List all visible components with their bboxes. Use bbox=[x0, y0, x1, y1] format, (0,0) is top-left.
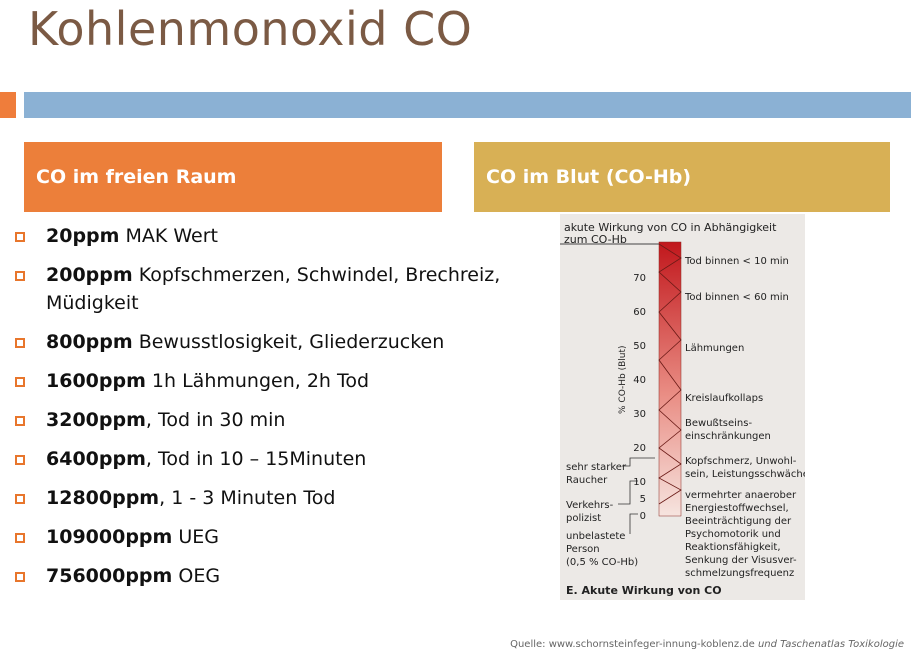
header-co-blood bbox=[474, 142, 890, 212]
header-co-free-space-label: CO im freien Raum bbox=[36, 166, 237, 188]
effect-label: Energiestoffwechsel, bbox=[685, 503, 789, 514]
ppm-value: 12800ppm bbox=[46, 487, 160, 509]
source-italic-text: und Taschenatlas Toxikologie bbox=[757, 639, 904, 650]
tick-label-50: 50 bbox=[633, 341, 646, 352]
square-bullet-icon bbox=[15, 377, 25, 387]
square-bullet-icon bbox=[15, 416, 25, 426]
effect-label: Psychomotorik und bbox=[685, 529, 781, 540]
list-item bbox=[12, 523, 512, 551]
effect-label: Senkung der Visusver- bbox=[685, 555, 797, 566]
tick-label-70: 70 bbox=[633, 273, 646, 284]
list-item bbox=[12, 445, 512, 473]
tick-label-5: 5 bbox=[639, 494, 646, 505]
ppm-value: 20ppm bbox=[46, 225, 120, 247]
reference-label: unbelastete bbox=[566, 531, 626, 542]
list-item bbox=[12, 406, 512, 434]
tick-label-10: 10 bbox=[633, 477, 646, 488]
effect-text: UEG bbox=[172, 526, 220, 548]
reference-label: sehr starker bbox=[566, 462, 627, 473]
effect-text: , Tod in 30 min bbox=[145, 409, 286, 431]
tick-label-0: 0 bbox=[639, 511, 646, 522]
list-item bbox=[12, 328, 512, 356]
ppm-value: 109000ppm bbox=[46, 526, 173, 548]
effect-label: Kopfschmerz, Unwohl- bbox=[685, 456, 797, 467]
source-note bbox=[510, 639, 904, 650]
square-bullet-icon bbox=[15, 455, 25, 465]
effect-label: sein, Leistungsschwäche bbox=[685, 469, 805, 480]
effect-label: schmelzungsfrequenz bbox=[685, 568, 795, 579]
figure-title-line2: zum CO-Hb bbox=[564, 233, 627, 246]
effect-text: OEG bbox=[172, 565, 221, 587]
list-item bbox=[12, 562, 512, 590]
ppm-value: 756000ppm bbox=[46, 565, 173, 587]
ppm-value: 6400ppm bbox=[46, 448, 146, 470]
square-bullet-icon bbox=[15, 533, 25, 543]
list-item bbox=[12, 484, 512, 512]
effect-text: Bewusstlosigkeit, Gliederzucken bbox=[132, 331, 445, 353]
co-hb-figure-svg bbox=[560, 214, 805, 600]
list-item bbox=[12, 261, 512, 317]
slide-title: Kohlenmonoxid CO bbox=[28, 2, 473, 56]
header-co-blood-label: CO im Blut (CO-Hb) bbox=[486, 166, 692, 188]
ppm-value: 3200ppm bbox=[46, 409, 146, 431]
accent-square bbox=[0, 92, 16, 118]
effect-label: einschränkungen bbox=[685, 431, 771, 442]
co-hb-figure bbox=[560, 214, 805, 600]
tick-label-60: 60 bbox=[633, 307, 646, 318]
reference-label: Raucher bbox=[566, 475, 608, 486]
effect-label: vermehrter anaerober bbox=[685, 490, 797, 501]
ppm-value: 800ppm bbox=[46, 331, 133, 353]
reference-label: Verkehrs- bbox=[566, 500, 614, 511]
effect-label: Tod binnen < 60 min bbox=[685, 292, 789, 303]
square-bullet-icon bbox=[15, 572, 25, 582]
effect-text: 1h Lähmungen, 2h Tod bbox=[145, 370, 370, 392]
reference-label: (0,5 % CO-Hb) bbox=[566, 557, 639, 568]
ppm-value: 1600ppm bbox=[46, 370, 146, 392]
effect-text: , Tod in 10 – 15Minuten bbox=[145, 448, 367, 470]
tick-label-20: 20 bbox=[633, 443, 646, 454]
axis-label: % CO-Hb (Blut) bbox=[618, 345, 628, 414]
effect-label: Lähmungen bbox=[685, 343, 745, 354]
reference-label: polizist bbox=[566, 513, 602, 524]
effect-label: Tod binnen < 10 min bbox=[685, 256, 789, 267]
effect-text: Kopfschmerzen, Schwindel, Brechreiz, Müdigkeit bbox=[46, 264, 501, 314]
tick-label-40: 40 bbox=[633, 375, 646, 386]
figure-caption: E. Akute Wirkung von CO bbox=[566, 584, 722, 597]
ppm-value: 200ppm bbox=[46, 264, 133, 286]
square-bullet-icon bbox=[15, 494, 25, 504]
effect-text: MAK Wert bbox=[119, 225, 219, 247]
accent-bar bbox=[24, 92, 911, 118]
figure-title-line1: akute Wirkung von CO in Abhängigkeit bbox=[564, 221, 777, 234]
effect-label: Bewußtseins- bbox=[685, 418, 753, 429]
square-bullet-icon bbox=[15, 271, 25, 281]
tick-label-30: 30 bbox=[633, 409, 646, 420]
effect-label: Beeinträchtigung der bbox=[685, 516, 792, 527]
effect-label: Reaktionsfähigkeit, bbox=[685, 542, 781, 553]
reference-label: Person bbox=[566, 544, 600, 555]
list-item bbox=[12, 367, 512, 395]
effect-text: , 1 - 3 Minuten Tod bbox=[159, 487, 336, 509]
header-co-free-space bbox=[24, 142, 442, 212]
square-bullet-icon bbox=[15, 232, 25, 242]
square-bullet-icon bbox=[15, 338, 25, 348]
list-item bbox=[12, 222, 512, 250]
effect-label: Kreislaufkollaps bbox=[685, 393, 764, 404]
source-text: Quelle: www.schornsteinfeger-innung-koblenz.de bbox=[510, 639, 758, 650]
co-hb-bar bbox=[659, 242, 681, 516]
ppm-effects-list bbox=[12, 222, 512, 601]
